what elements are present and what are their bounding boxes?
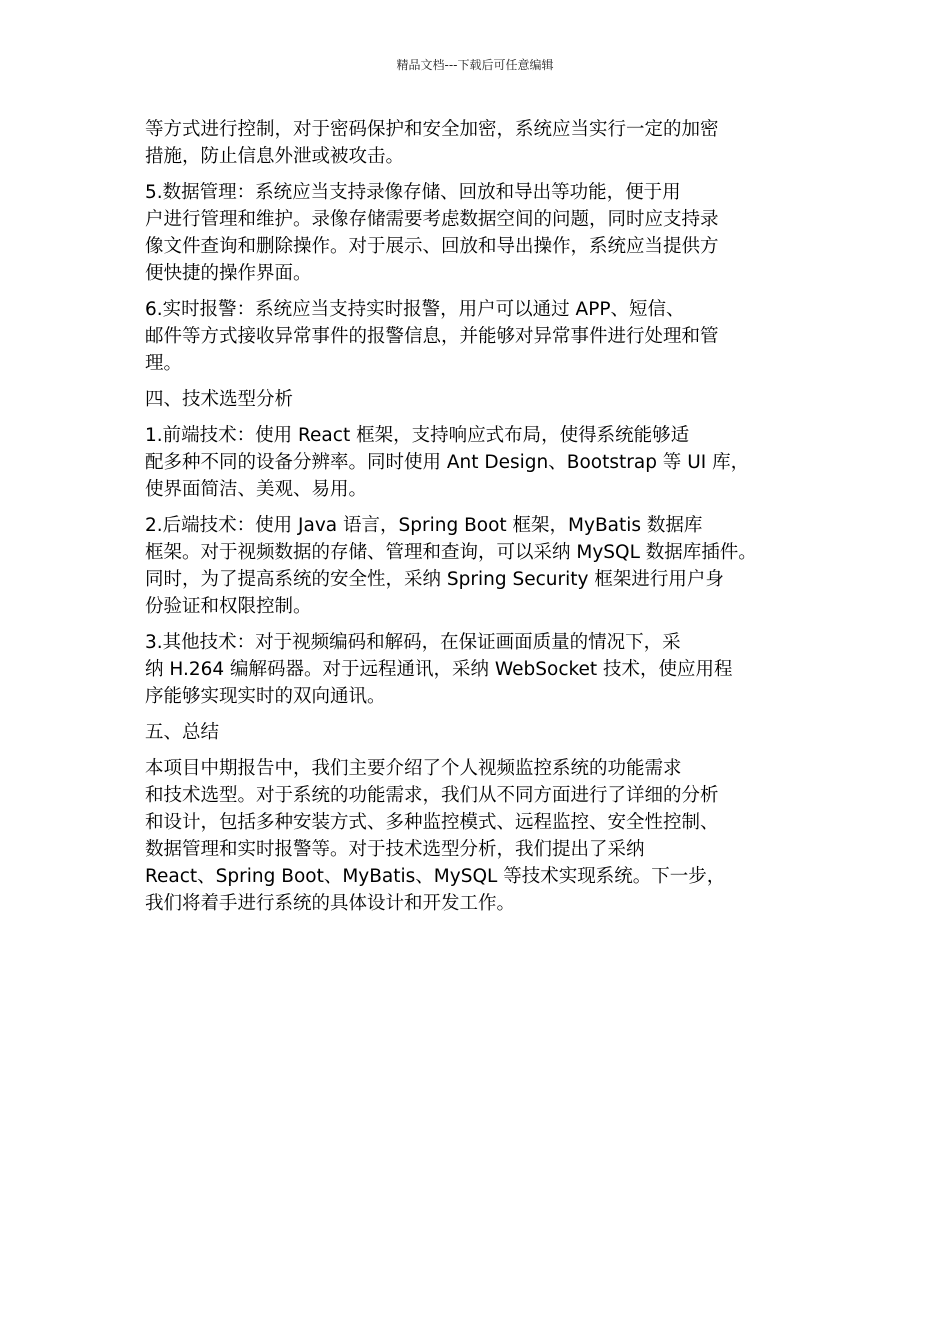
- paragraph-data-management: 5.数据管理：系统应当支持录像存储、回放和导出等功能，便于用 户进行管理和维护。录像存储需要考虑数据空间的问题，同时应支持录 像文件查询和删除操作。对于展示、回放和导出操作，系统应当提供方 便快捷的操作界面。: [145, 182, 719, 284]
- document-body: [145, 116, 817, 926]
- paragraph-backend-tech: 2.后端技术：使用 Java 语言，Spring Boot 框架，MyBatis 数据库 框架。对于视频数据的存储、管理和查询，可以采纳 MySQL 数据库插件。 同时，为了提高系统的安全性，采纳 Spring Security 框架进行用户身 份验证和权限控制。: [145, 515, 757, 617]
- paragraph-security-continued: 等方式进行控制，对于密码保护和安全加密，系统应当实行一定的加密 措施，防止信息外泄或被攻击。: [145, 119, 719, 167]
- paragraph-summary: 本项目中期报告中，我们主要介绍了个人视频监控系统的功能需求 和技术选型。对于系统的功能需求，我们从不同方面进行了详细的分析 和设计，包括多种安装方式、多种监控模式、远程监控、安全性控制、 数据管理和实时报警等。对于技术选型分析，我们提出了采纳 React、Spring Boot、MyBatis、MySQL 等技术实现系统。下一步， 我们将着手进行系统的具体设计和开发工作。: [145, 758, 726, 914]
- heading-tech-selection: 四、技术选型分析: [145, 389, 294, 410]
- heading-summary: 五、总结: [145, 722, 220, 743]
- paragraph-other-tech: 3.其他技术：对于视频编码和解码，在保证画面质量的情况下，采 纳 H.264 编解码器。对于远程通讯，采纳 WebSocket 技术，使应用程 序能够实现实时的双向通讯。: [145, 632, 733, 707]
- paragraph-frontend-tech: 1.前端技术：使用 React 框架，支持响应式布局，使得系统能够适 配多种不同的设备分辨率。同时使用 Ant Design、Bootstrap 等 UI 库， 使界面简洁、美观、易用。: [145, 425, 750, 500]
- page-header: 精品文档---下载后可任意编辑: [396, 58, 554, 72]
- paragraph-realtime-alarm: 6.实时报警：系统应当支持实时报警，用户可以通过 APP、短信、 邮件等方式接收异常事件的报警信息，并能够对异常事件进行处理和管 理。: [145, 299, 719, 374]
